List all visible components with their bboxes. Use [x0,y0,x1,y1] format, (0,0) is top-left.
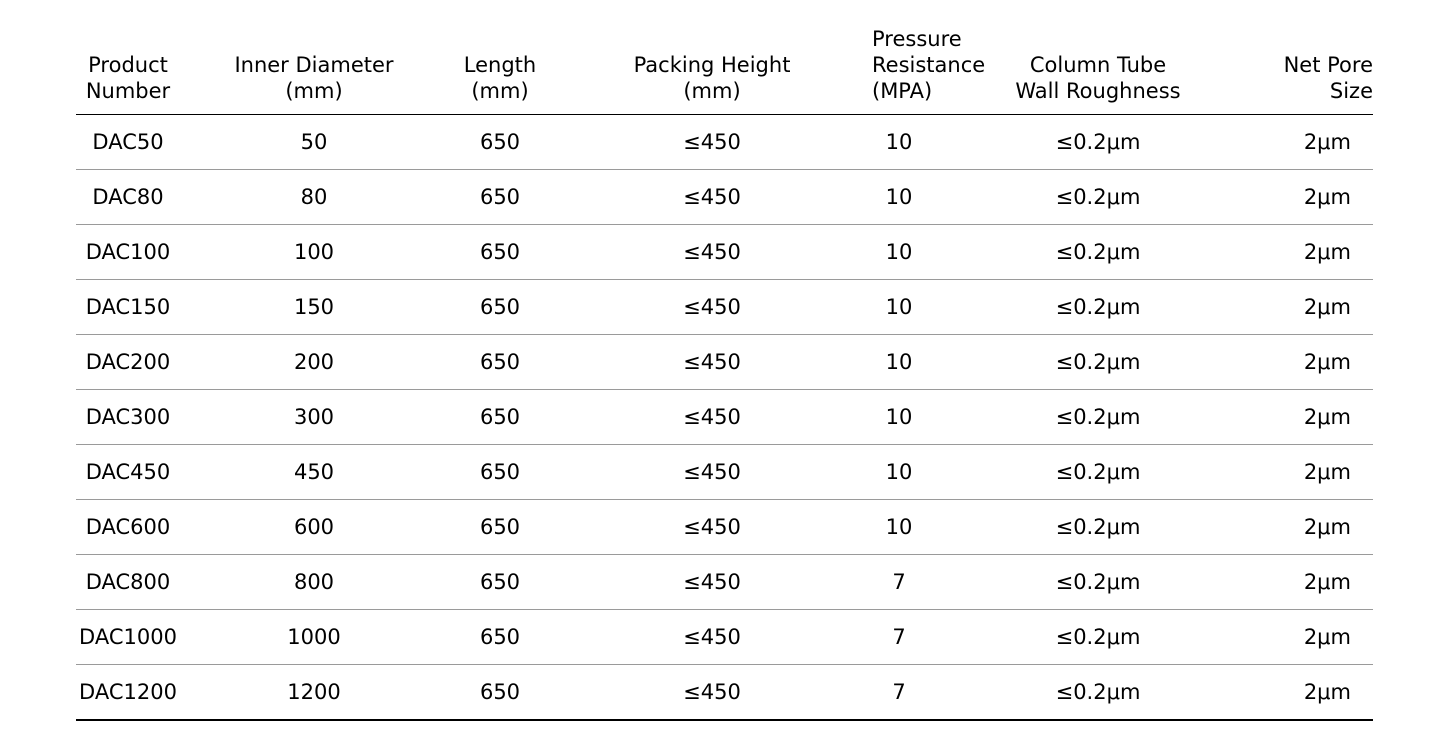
cell-wall-roughness: ≤0.2μm [926,665,1270,721]
cell-wall-roughness: ≤0.2μm [926,610,1270,665]
cell-wall-roughness: ≤0.2μm [926,445,1270,500]
cell-pressure-resistance: 10 [872,115,926,170]
cell-pressure-resistance: 10 [872,500,926,555]
table-body [76,115,1373,721]
cell-net-pore-size: 2μm [1270,390,1373,445]
cell-net-pore-size: 2μm [1270,500,1373,555]
cell-packing-height: ≤450 [552,445,872,500]
cell-packing-height: ≤450 [552,610,872,665]
cell-net-pore-size: 2μm [1270,280,1373,335]
table-row [76,390,1373,445]
cell-net-pore-size: 2μm [1270,115,1373,170]
cell-product-number: DAC80 [76,170,180,225]
header-line: Wall Roughness [1015,79,1181,103]
cell-net-pore-size: 2μm [1270,555,1373,610]
cell-pressure-resistance: 10 [872,225,926,280]
cell-length: 650 [448,665,552,721]
cell-wall-roughness: ≤0.2μm [926,280,1270,335]
cell-length: 650 [448,610,552,665]
cell-wall-roughness: ≤0.2μm [926,115,1270,170]
header-line: Packing Height [633,53,791,77]
header-line: Pressure [872,27,962,51]
header-line: Number [85,79,171,103]
cell-product-number: DAC200 [76,335,180,390]
header-line: Column Tube [1029,53,1167,77]
cell-packing-height: ≤450 [552,390,872,445]
header-length [448,14,552,115]
cell-length: 650 [448,335,552,390]
cell-inner-diameter: 50 [180,115,448,170]
table-row [76,445,1373,500]
header-line: Resistance [872,53,986,77]
cell-pressure-resistance: 10 [872,335,926,390]
cell-packing-height: ≤450 [552,335,872,390]
cell-wall-roughness: ≤0.2μm [926,390,1270,445]
cell-length: 650 [448,390,552,445]
header-line: (mm) [683,79,741,103]
cell-inner-diameter: 80 [180,170,448,225]
cell-product-number: DAC100 [76,225,180,280]
table-header [76,14,1373,115]
cell-product-number: DAC450 [76,445,180,500]
table-row [76,225,1373,280]
spec-table [76,14,1373,721]
cell-inner-diameter: 450 [180,445,448,500]
cell-product-number: DAC150 [76,280,180,335]
cell-pressure-resistance: 10 [872,445,926,500]
table-row [76,335,1373,390]
cell-wall-roughness: ≤0.2μm [926,225,1270,280]
header-line: Product [88,53,168,77]
cell-inner-diameter: 300 [180,390,448,445]
table-row [76,500,1373,555]
cell-product-number: DAC300 [76,390,180,445]
cell-inner-diameter: 100 [180,225,448,280]
cell-length: 650 [448,280,552,335]
cell-net-pore-size: 2μm [1270,225,1373,280]
cell-length: 650 [448,170,552,225]
cell-inner-diameter: 600 [180,500,448,555]
cell-inner-diameter: 1200 [180,665,448,721]
cell-wall-roughness: ≤0.2μm [926,335,1270,390]
header-packing-height [552,14,872,115]
cell-length: 650 [448,225,552,280]
cell-packing-height: ≤450 [552,225,872,280]
cell-product-number: DAC50 [76,115,180,170]
header-line: Net Pore [1283,53,1373,77]
table-row [76,170,1373,225]
cell-inner-diameter: 200 [180,335,448,390]
cell-net-pore-size: 2μm [1270,170,1373,225]
table-row [76,115,1373,170]
cell-packing-height: ≤450 [552,115,872,170]
header-product-number [76,14,180,115]
cell-product-number: DAC1200 [76,665,180,721]
cell-pressure-resistance: 10 [872,170,926,225]
cell-inner-diameter: 800 [180,555,448,610]
cell-inner-diameter: 1000 [180,610,448,665]
table-row [76,665,1373,721]
cell-product-number: DAC600 [76,500,180,555]
cell-pressure-resistance: 7 [872,610,926,665]
header-net-pore-size [1270,14,1373,115]
cell-length: 650 [448,555,552,610]
cell-net-pore-size: 2μm [1270,335,1373,390]
cell-wall-roughness: ≤0.2μm [926,170,1270,225]
cell-net-pore-size: 2μm [1270,665,1373,721]
cell-net-pore-size: 2μm [1270,445,1373,500]
cell-wall-roughness: ≤0.2μm [926,500,1270,555]
header-line: (MPA) [872,79,933,103]
header-row [76,14,1373,115]
cell-pressure-resistance: 10 [872,390,926,445]
table-row [76,610,1373,665]
header-line: Length [463,53,537,77]
header-pressure-resistance [872,14,986,115]
table-row [76,555,1373,610]
cell-packing-height: ≤450 [552,170,872,225]
cell-packing-height: ≤450 [552,280,872,335]
cell-pressure-resistance: 7 [872,665,926,721]
header-inner-diameter [180,14,448,115]
cell-inner-diameter: 150 [180,280,448,335]
cell-packing-height: ≤450 [552,500,872,555]
header-line: (mm) [285,79,343,103]
cell-packing-height: ≤450 [552,555,872,610]
header-line: Size [1329,79,1373,103]
header-line: Inner Diameter [234,53,394,77]
table-row [76,280,1373,335]
header-line: (mm) [471,79,529,103]
cell-wall-roughness: ≤0.2μm [926,555,1270,610]
cell-length: 650 [448,115,552,170]
cell-pressure-resistance: 7 [872,555,926,610]
cell-product-number: DAC1000 [76,610,180,665]
cell-pressure-resistance: 10 [872,280,926,335]
cell-packing-height: ≤450 [552,665,872,721]
cell-net-pore-size: 2μm [1270,610,1373,665]
cell-product-number: DAC800 [76,555,180,610]
cell-length: 650 [448,445,552,500]
cell-length: 650 [448,500,552,555]
